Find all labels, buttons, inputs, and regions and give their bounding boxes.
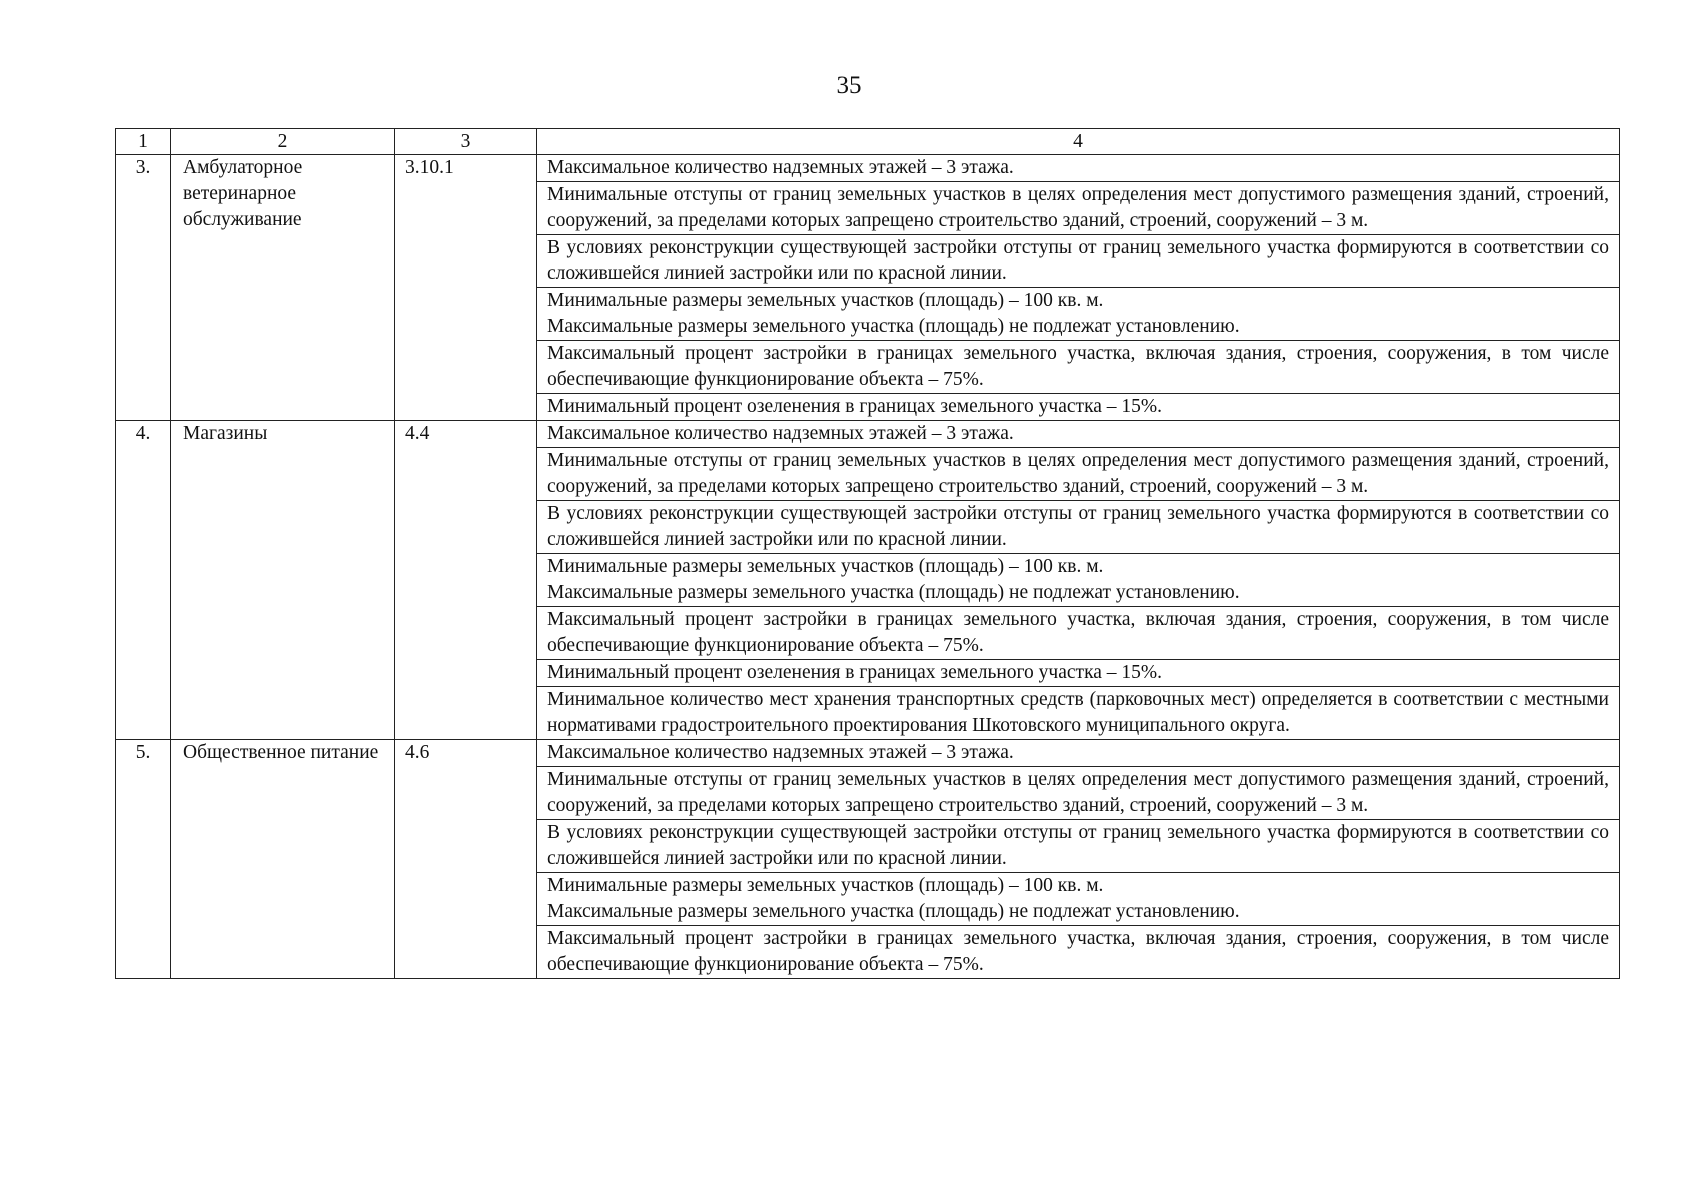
- parameter-text: В условиях реконструкции существующей застройки отступы от границ земельного участка формируются в соответствии со сложившейся линией застройки или по красной линии.: [547, 822, 1609, 869]
- parameter-cell: [537, 740, 1620, 767]
- parameter-text: Максимальное количество надземных этажей – 3 этажа.: [547, 157, 1014, 178]
- parameter-text: Минимальные размеры земельных участков (площадь) – 100 кв. м.: [547, 875, 1104, 896]
- parameter-text: Максимальное количество надземных этажей – 3 этажа.: [547, 742, 1014, 763]
- header-cell: 2: [171, 129, 395, 155]
- parameter-cell: [537, 421, 1620, 448]
- regulations-table: [115, 128, 1620, 979]
- land-use-name: Магазины: [171, 421, 395, 740]
- parameter-text: Максимальный процент застройки в границах земельного участка, включая здания, строения, сооружения, в том числе обеспечивающие функционирование объекта – 75%.: [547, 343, 1609, 390]
- parameter-cell: [537, 820, 1620, 873]
- parameter-cell: [537, 288, 1620, 341]
- parameter-cell: [537, 155, 1620, 182]
- parameter-cell: [537, 926, 1620, 979]
- header-cell: 3: [395, 129, 537, 155]
- land-use-code: 4.6: [395, 740, 537, 979]
- table-row: [116, 740, 1620, 767]
- parameter-cell: [537, 235, 1620, 288]
- header-cell: 4: [537, 129, 1620, 155]
- parameter-text: Минимальный процент озеленения в границах земельного участка – 15%.: [547, 396, 1163, 417]
- parameter-cell: [537, 767, 1620, 820]
- parameter-cell: [537, 660, 1620, 687]
- row-number: 5.: [116, 740, 171, 979]
- parameter-text: Максимальные размеры земельного участка (площадь) не подлежат установлению.: [547, 582, 1240, 603]
- parameter-text: Минимальное количество мест хранения транспортных средств (парковочных мест) определяется в соответствии с местными нормативами градостроительного проектирования Шкотовского муниципального округа.: [547, 689, 1609, 736]
- land-use-name: Общественное питание: [171, 740, 395, 979]
- parameter-text: Минимальные отступы от границ земельных участков в целях определения мест допустимого размещения зданий, строений, сооружений, за пределами которых запрещено строительство зданий, строений, сооружений – 3 м.: [547, 450, 1609, 497]
- parameter-cell: [537, 501, 1620, 554]
- table-header-row: [116, 129, 1620, 155]
- parameter-text: Минимальные размеры земельных участков (площадь) – 100 кв. м.: [547, 290, 1104, 311]
- parameter-text: Минимальные отступы от границ земельных участков в целях определения мест допустимого размещения зданий, строений, сооружений, за пределами которых запрещено строительство зданий, строений, сооружений – 3 м.: [547, 184, 1609, 231]
- parameter-text: В условиях реконструкции существующей застройки отступы от границ земельного участка формируются в соответствии со сложившейся линией застройки или по красной линии.: [547, 237, 1609, 284]
- land-use-code: 3.10.1: [395, 155, 537, 421]
- page-number: 35: [836, 72, 862, 99]
- parameter-cell: [537, 394, 1620, 421]
- parameter-cell: [537, 182, 1620, 235]
- parameter-cell: [537, 448, 1620, 501]
- parameter-cell: [537, 607, 1620, 660]
- parameter-cell: [537, 873, 1620, 926]
- parameter-cell: [537, 341, 1620, 394]
- row-number: 4.: [116, 421, 171, 740]
- land-use-name: Амбулаторное ветеринарное обслуживание: [171, 155, 395, 421]
- parameter-text: Максимальный процент застройки в границах земельного участка, включая здания, строения, сооружения, в том числе обеспечивающие функционирование объекта – 75%.: [547, 928, 1609, 975]
- row-number: 3.: [116, 155, 171, 421]
- parameter-cell: [537, 687, 1620, 740]
- land-use-code: 4.4: [395, 421, 537, 740]
- parameter-text: Минимальные размеры земельных участков (площадь) – 100 кв. м.: [547, 556, 1104, 577]
- parameter-cell: [537, 554, 1620, 607]
- parameter-text: Минимальный процент озеленения в границах земельного участка – 15%.: [547, 662, 1163, 683]
- header-cell: 1: [116, 129, 171, 155]
- parameter-text: В условиях реконструкции существующей застройки отступы от границ земельного участка формируются в соответствии со сложившейся линией застройки или по красной линии.: [547, 503, 1609, 550]
- parameter-text: Максимальные размеры земельного участка (площадь) не подлежат установлению.: [547, 901, 1240, 922]
- table-row: [116, 421, 1620, 448]
- parameter-text: Максимальные размеры земельного участка (площадь) не подлежат установлению.: [547, 316, 1240, 337]
- parameter-text: Максимальное количество надземных этажей – 3 этажа.: [547, 423, 1014, 444]
- table-row: [116, 155, 1620, 182]
- parameter-text: Максимальный процент застройки в границах земельного участка, включая здания, строения, сооружения, в том числе обеспечивающие функционирование объекта – 75%.: [547, 609, 1609, 656]
- parameter-text: Минимальные отступы от границ земельных участков в целях определения мест допустимого размещения зданий, строений, сооружений, за пределами которых запрещено строительство зданий, строений, сооружений – 3 м.: [547, 769, 1609, 816]
